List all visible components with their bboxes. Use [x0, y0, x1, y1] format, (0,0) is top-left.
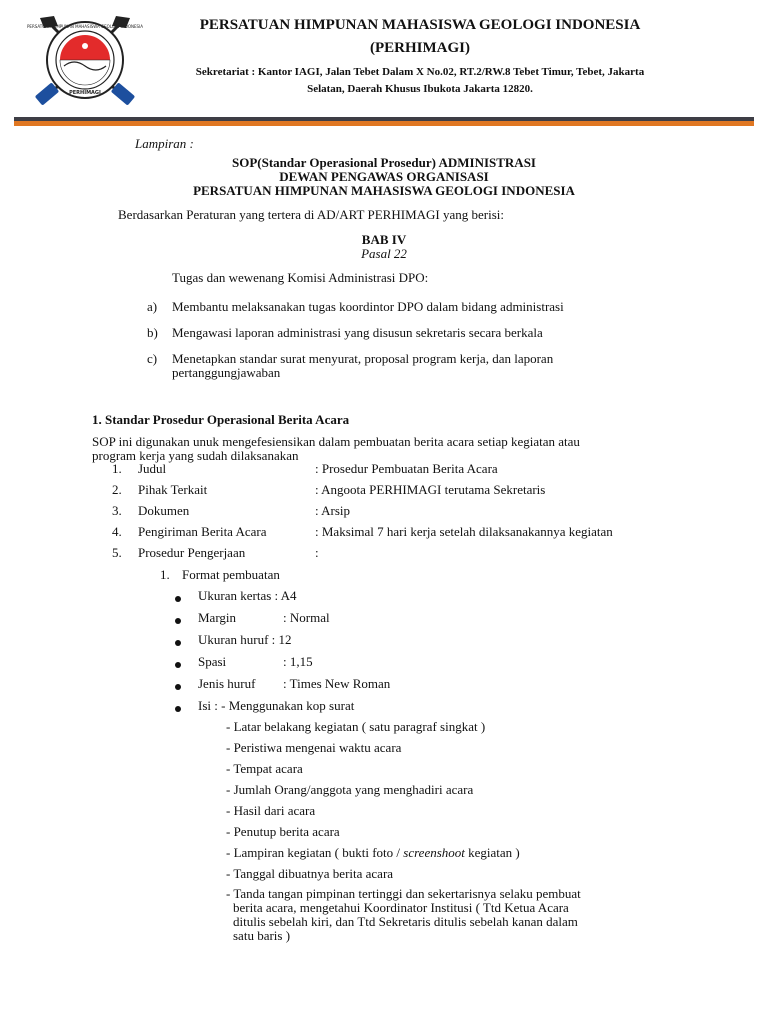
bullet-value: : 1,15	[283, 654, 313, 669]
perhimagi-logo	[27, 14, 143, 106]
section-heading: 1. Standar Prosedur Operasional Berita Acara	[92, 412, 350, 427]
duty-text: Menetapkan standar surat menyurat, proposal program kerja, dan laporan	[172, 351, 554, 366]
doc-title-1: SOP(Standar Operasional Prosedur) ADMINISTRASI	[232, 155, 536, 170]
content-item-lampiran	[226, 845, 520, 861]
org-name: PERSATUAN HIMPUNAN MAHASISWA GEOLOGI INDONESIA	[199, 17, 641, 33]
item-number: 5.	[112, 545, 122, 560]
org-short-name: (PERHIMAGI)	[370, 40, 470, 56]
bullet-label: Jenis huruf	[198, 676, 256, 691]
bullet-dot	[175, 706, 181, 712]
duty-label: a)	[147, 299, 158, 314]
header-rule-orange	[14, 121, 754, 126]
format-number: 1.	[160, 567, 170, 582]
based-on-text: Berdasarkan Peraturan yang tertera di AD/ART PERHIMAGI yang berisi:	[118, 207, 504, 222]
item-number: 3.	[112, 503, 122, 518]
item-label: Dokumen	[138, 503, 190, 518]
ttd-line: satu baris )	[233, 928, 291, 943]
duty-text: Membantu melaksanakan tugas koordintor DPO dalam bidang administrasi	[172, 299, 564, 314]
bullet-label: Isi : - Menggunakan kop surat	[198, 698, 355, 713]
section-paragraph-continued: program kerja yang sudah dilaksanakan	[92, 448, 299, 463]
content-item: - Tanggal dibuatnya berita acara	[226, 866, 394, 881]
item-number: 4.	[112, 524, 122, 539]
duty-label: c)	[147, 351, 158, 366]
lampiran-label: Lampiran :	[135, 136, 194, 151]
bullet-value: : Normal	[283, 610, 330, 625]
ttd-line: - Tanda tangan pimpinan tertinggi dan sekertarisnya selaku pembuat	[226, 886, 581, 901]
content-item: - Penutup berita acara	[226, 824, 340, 839]
item-value: : Angoota PERHIMAGI terutama Sekretaris	[315, 482, 546, 497]
item-value: : Maksimal 7 hari kerja setelah dilaksanakannya kegiatan	[315, 524, 613, 539]
duty-label: b)	[147, 325, 158, 340]
tugas-intro: Tugas dan wewenang Komisi Administrasi DPO:	[172, 270, 429, 285]
lampiran-text-em: screenshoot	[403, 845, 465, 860]
ttd-line: berita acara, mengetahui Koordinator Institusi ( Ttd Ketua Acara	[233, 900, 569, 915]
content-item: - Latar belakang kegiatan ( satu paragraf singkat )	[226, 719, 486, 734]
item-value: :	[315, 545, 319, 560]
logo-bottom-text: PERHIMAGI	[69, 90, 101, 96]
lampiran-text-post: kegiatan )	[464, 845, 520, 860]
doc-title-3: PERSATUAN HIMPUNAN MAHASISWA GEOLOGI INDONESIA	[193, 183, 575, 198]
item-label: Judul	[138, 461, 167, 476]
bullet-dot	[175, 596, 181, 602]
item-label: Pihak Terkait	[138, 482, 208, 497]
bullet-label: Spasi	[198, 654, 227, 669]
bullet-dot	[175, 684, 181, 690]
bullet-dot	[175, 662, 181, 668]
pasal-heading: Pasal 22	[361, 246, 407, 261]
doc-title-2: DEWAN PENGAWAS ORGANISASI	[279, 169, 489, 184]
bullet-dot	[175, 618, 181, 624]
bullet-label: Margin	[198, 610, 237, 625]
item-number: 2.	[112, 482, 122, 497]
address-line-1: Sekretariat : Kantor IAGI, Jalan Tebet Dalam X No.02, RT.2/RW.8 Tebet Timur, Tebet, Jakarta	[195, 66, 645, 78]
bullet-label: Ukuran huruf : 12	[198, 632, 292, 647]
duty-text-continued: pertanggungjawaban	[172, 365, 281, 380]
content-item: - Jumlah Orang/anggota yang menghadiri acara	[226, 782, 474, 797]
content-item: - Tempat acara	[226, 761, 303, 776]
address-line-2: Selatan, Daerah Khusus Ibukota Jakarta 12820.	[307, 83, 533, 95]
item-label: Pengiriman Berita Acara	[138, 524, 267, 539]
bullet-dot	[175, 640, 181, 646]
logo-ring-text: PERSATUAN HIMPUNAN MAHASISWA GEOLOGI INDONESIA	[27, 24, 143, 29]
ttd-line: ditulis sebelah kiri, dan Ttd Sekretaris ditulis sebelah kanan dalam	[233, 914, 578, 929]
lampiran-text-pre: - Lampiran kegiatan ( bukti foto /	[226, 845, 404, 860]
content-item: - Hasil dari acara	[226, 803, 316, 818]
bullet-value: : Times New Roman	[283, 676, 391, 691]
item-value: : Arsip	[315, 503, 351, 518]
item-number: 1.	[112, 461, 122, 476]
format-label: Format pembuatan	[182, 567, 280, 582]
bullet-label: Ukuran kertas : A4	[198, 588, 297, 603]
section-paragraph: SOP ini digunakan unuk mengefesiensikan dalam pembuatan berita acara setiap kegiatan atau	[92, 434, 580, 449]
item-value: : Prosedur Pembuatan Berita Acara	[315, 461, 498, 476]
item-label: Prosedur Pengerjaan	[138, 545, 246, 560]
duty-text: Mengawasi laporan administrasi yang disusun sekretaris secara berkala	[172, 325, 543, 340]
bab-heading: BAB IV	[361, 232, 407, 247]
content-item: - Peristiwa mengenai waktu acara	[226, 740, 402, 755]
